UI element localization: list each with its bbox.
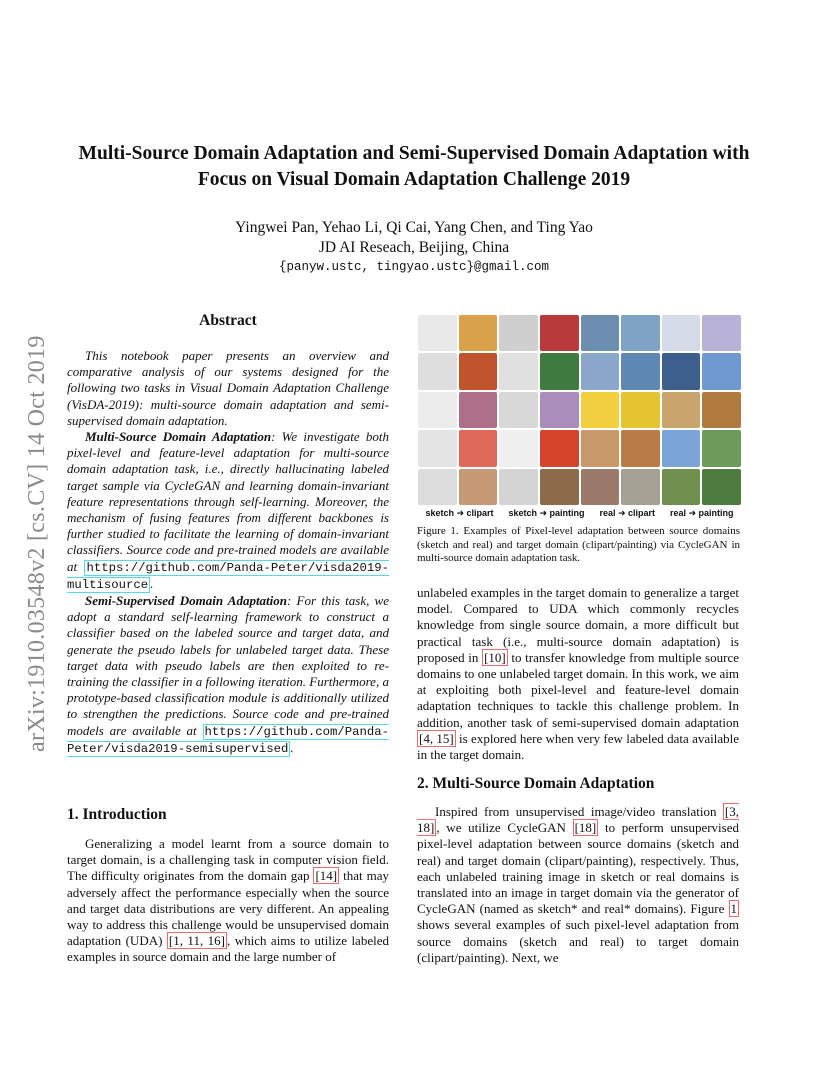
intro-continued [417, 585, 739, 763]
figure-image-tile [662, 392, 701, 428]
paper-title [40, 141, 788, 193]
figure-label: sketch ➜ clipart [425, 508, 494, 518]
figure-image-tile [418, 353, 457, 389]
semisupervised-link[interactable]: https://github.com/Panda-Peter/visda2019-semisupervised [67, 724, 389, 756]
figure-image-tile [499, 315, 538, 351]
title-line-1: Multi-Source Domain Adaptation and Semi-Supervised Domain Adaptation with [78, 143, 750, 164]
figure-image-tile [418, 430, 457, 466]
intro-text: that may adversely affect the performance especially when the source and target data distributions are very different. An appealing way to address this challenge would be unsupervised domain adaptation (UDA) [67, 868, 389, 949]
figure-image-tile [581, 430, 620, 466]
figure-1-labels [418, 508, 741, 519]
figure-image-tile [581, 315, 620, 351]
abstract-text: . [290, 739, 294, 755]
section-text: , we utilize CycleGAN [436, 820, 573, 836]
figure-image-tile [540, 353, 579, 389]
abstract-label-semisupervised: Semi-Supervised Domain Adaptation [85, 593, 288, 609]
figure-image-tile [459, 469, 498, 505]
email[interactable]: {panyw.ustc, tingyao.ustc}@gmail.com [278, 260, 550, 274]
figure-image-tile [581, 353, 620, 389]
figure-image-tile [662, 315, 701, 351]
citation-link[interactable]: [1, 11, 16] [168, 933, 225, 949]
abstract-body [67, 348, 389, 757]
section-2-body [417, 804, 739, 966]
section-text: shows several examples of such pixel-level adaptation from source domains (sketch and real) to target domain (clipart/painting). Next, we [417, 917, 739, 965]
figure-image-tile [581, 392, 620, 428]
intro-text: Generalizing a model learnt from a source domain to target domain, is a challenging task in computer vision field. The difficulty originates from the domain gap [67, 836, 389, 884]
figure-image-tile [540, 315, 579, 351]
section-text: to perform unsupervised pixel-level adaptation between source domains (sketch and real) and target domain (clipart/painting), respectively. Thus, each unlabeled training image in sketch or real domains is translated into an image in target domain via the generator of CycleGAN (named as sketch* and real* domains). Figure [417, 820, 739, 917]
abstract-heading: Abstract [199, 312, 257, 329]
intro-text: , which aims to utilize labeled examples in source domain and the large number of [67, 933, 389, 965]
citation-link[interactable]: [18] [574, 820, 597, 836]
figure-link[interactable]: 1 [730, 901, 737, 917]
abstract-text: . [150, 575, 154, 591]
figure-image-tile [621, 392, 660, 428]
citation-link[interactable]: [3, 18] [417, 804, 739, 836]
abstract-text: : We investigate both pixel-level and feature-level adaptation for multi-source domain adaptation task, i.e., directly hallucinating labeled target sample via CycleGAN and learning domain-invariant feature representations through self-learning. Moreover, the mechanism of fusing features from different backbones is further studied to facilitate the learning of domain-invariant classifiers. Source code and pre-trained models are available at [67, 429, 390, 574]
figure-image-tile [662, 430, 701, 466]
figure-image-tile [418, 469, 457, 505]
title-line-2: Focus on Visual Domain Adaptation Challenge 2019 [197, 169, 631, 190]
figure-1-caption: Figure 1. Examples of Pixel-level adaptation between source domains (sketch and real) and target domain (clipart/painting) via CycleGAN in multi-source domain adaptation task. [417, 525, 740, 564]
author-block [40, 218, 788, 258]
figure-label: real ➜ painting [669, 508, 734, 518]
abstract-label-multisource: Multi-Source Domain Adaptation [85, 429, 272, 445]
figure-image-tile [621, 430, 660, 466]
citation-link[interactable]: [4, 15] [419, 730, 454, 746]
arxiv-stamp: arXiv:1910.03548v2 [cs.CV] 14 Oct 2019 [24, 335, 50, 752]
figure-image-tile [702, 430, 741, 466]
section-2-paragraph [417, 804, 739, 966]
figure-image-tile [662, 353, 701, 389]
figure-image-tile [499, 392, 538, 428]
figure-1-image-grid [418, 315, 741, 505]
figure-image-tile [702, 353, 741, 389]
figure-image-tile [459, 315, 498, 351]
figure-image-tile [459, 430, 498, 466]
figure-image-tile [540, 430, 579, 466]
authors: Yingwei Pan, Yehao Li, Qi Cai, Yang Chen, and Ting Yao [235, 219, 593, 236]
abstract-paragraph-1: This notebook paper presents an overview and comparative analysis of our systems designed for the following two tasks in Visual Domain Adaptation Challenge (VisDA-2019): multi-source domain adaptation and semi-supervised domain adaptation. [67, 348, 389, 428]
figure-image-tile [418, 315, 457, 351]
intro-heading: 1. Introduction [67, 806, 167, 823]
figure-image-tile [702, 469, 741, 505]
figure-image-tile [459, 392, 498, 428]
section-2-heading: 2. Multi-Source Domain Adaptation [417, 775, 655, 792]
figure-image-tile [702, 392, 741, 428]
citation-link[interactable]: [14] [315, 868, 338, 884]
intro-paragraph-continued [417, 585, 739, 763]
figure-image-tile [662, 469, 701, 505]
figure-label: real ➜ clipart [599, 508, 656, 518]
section-text: Inspired from unsupervised image/video translation [435, 804, 723, 819]
figure-image-tile [499, 469, 538, 505]
citation-link[interactable]: [10] [484, 649, 506, 665]
figure-label: sketch ➜ painting [508, 508, 585, 518]
figure-image-tile [499, 353, 538, 389]
affiliation: JD AI Reseach, Beijing, China [318, 239, 510, 256]
figure-image-tile [621, 353, 660, 389]
figure-image-tile [621, 315, 660, 351]
figure-image-tile [540, 392, 579, 428]
abstract-paragraph-2 [67, 429, 389, 593]
intro-text: to transfer knowledge from multiple source domains to one unlabeled target domain. In this work, we aim at exploiting both pixel-level and feature-level domain adaptation techniques to tackle this challenge problem. In addition, another task of semi-supervised domain adaptation [417, 649, 739, 730]
figure-image-tile [702, 315, 741, 351]
figure-image-tile [581, 469, 620, 505]
abstract-text: : For this task, we adopt a standard self-learning framework to construct a classifier based on the labeled source and target data, and generate the pseudo labels for unlabeled target data. These target data with pseudo labels are then exploited to re-training the classifier in a following iteration. Furthermore, a prototype-based classification module is additionally utilized to strengthen the predictions. Source code and pre-trained models are available at [67, 593, 389, 738]
abstract-paragraph-3 [67, 593, 389, 757]
intro-text: unlabeled examples in the target domain to generalize a target model. Compared to UDA which commonly recycles knowledge from single source domain, a more difficult but practical task (i.e., multi-source domain adaptation) is proposed in [417, 585, 739, 665]
intro-body [67, 836, 389, 966]
intro-text: is explored here when very few labeled data available in the target domain. [417, 730, 739, 763]
figure-image-tile [499, 430, 538, 466]
figure-image-tile [459, 353, 498, 389]
figure-image-tile [418, 392, 457, 428]
multisource-link[interactable]: https://github.com/Panda-Peter/visda2019-multisource [67, 560, 389, 592]
intro-paragraph [67, 836, 389, 966]
figure-image-tile [540, 469, 579, 505]
figure-image-tile [621, 469, 660, 505]
